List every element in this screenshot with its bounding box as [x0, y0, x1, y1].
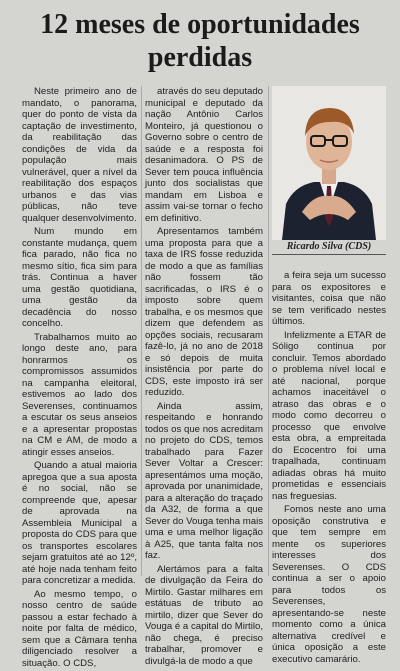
- article-column-3: [272, 270, 386, 667]
- paragraph: Ao mesmo tempo, o nosso centro de saúde passou a estar fechado à noite por falta de médico, sem que a Câmara tenha diligenciado resolver a situação. O CDS,: [22, 588, 137, 669]
- column-divider: [268, 86, 269, 576]
- paragraph: Quando a atual maioria apregoa que a sua aposta é no social, não se compreende que, apesar de aprovada na Assembleia Municipal a proposta do CDS para que os transportes escolares sejam gratuitos até ao 12º, até hoje nada tenham feito para concretizar a medida.: [22, 460, 137, 586]
- paragraph: Trabalhamos muito ao longo deste ano, para honrarmos os compromissos assumidos na campanha eleitoral, estivemos ao lado dos Severenses, continuamos a escutar os seus anseios e a apresentar propostas na CM e AM, de modo a atingir esses anseios.: [22, 331, 137, 458]
- headline-line-1: 12 meses de oportunidades: [40, 9, 360, 40]
- paragraph: a feira seja um sucesso para os expositores e visitantes, coisa que não se tem verificado nestes últimos.: [272, 270, 386, 327]
- article-headline: [0, 8, 400, 74]
- paragraph: Num mundo em constante mudança, quem fica parado, não fica no mesmo sítio, fica sim para trás. Continua a haver uma gestão quotidiana, uma gestão da decadência do nosso concelho.: [22, 226, 137, 329]
- paragraph: Alertámos para a falta de divulgação da Feira do Mirtilo. Gastar milhares em estátuas de tributo ao mirtilo, dizer que Sever do Vouga é a capital do Mirtilo, não chega, é preciso trabalhar, promover e divulgá-la de modo a que: [145, 563, 263, 667]
- portrait-illustration: [272, 86, 386, 240]
- paragraph: Neste primeiro ano de mandato, o panorama, quer do ponto de vista da captação de investimento, da reabilitação das condições de vida da população mais vulnerável, quer a nível da reabilitação dos espaços urbanos e das vias públicas, não teve qualquer desenvolvimento.: [22, 86, 137, 224]
- paragraph: Apresentamos também uma proposta para que a taxa de IRS fosse reduzida de modo a que as famílias não fossem tão sacrificadas, o IRS é o imposto sobre quem trabalha, e os mesmos que dizem que defendem as opções sociais, recusaram fazê-lo, já no ano de 2018 e só depois de muita insistência por parte do CDS, este imposto irá ser reduzido.: [145, 226, 263, 398]
- paragraph: Fomos neste ano uma oposição construtiva e que tem sempre em mente os superiores interesses dos Severenses. O CDS continua a ser o apoio para todos os Severenses, apresentando-se neste momento como a única alternativa credível e única oposição a este executivo camarário.: [272, 504, 386, 665]
- author-photo: [272, 86, 386, 240]
- paragraph: através do seu deputado municipal e deputado da nação Antônio Carlos Monteiro, já questionou o Governo sobre o centro de saúde e a resposta foi desanimadora. O PS de Sever tem pouca influência junto dos socialistas que mandam em Lisboa e assim vai-se tornar o fecho em definitivo.: [145, 86, 263, 224]
- column-divider: [141, 86, 142, 576]
- headline-line-2: perdidas: [147, 42, 253, 73]
- paragraph: Ainda assim, respeitando e honrando todos os que nos acreditam no projeto do CDS, temos trabalhado para Fazer Sever Voltar a Crescer: apresentámos uma moção, aprovada por unanimidade, para a alteração do traçado da A32, de forma a que Sever do Vouga tenha mais uma e uma melhor ligação à A25, que tanta falta nos faz.: [145, 400, 263, 561]
- article-column-2: [145, 86, 263, 669]
- paragraph: Infelizmente a ETAR de Sóligo continua por concluir. Temos abordado o problema nível local e até nacional, porque achamos inaceitável o atraso das obras e o modo como decorreu o processo que envolve esta obra, a empreitada do Ecocentro foi uma trapalhada, continuam adiadas obras há muito prometidas e essenciais nas freguesias.: [272, 329, 386, 502]
- article-column-1: [22, 86, 137, 671]
- photo-caption: Ricardo Silva (CDS): [272, 241, 386, 255]
